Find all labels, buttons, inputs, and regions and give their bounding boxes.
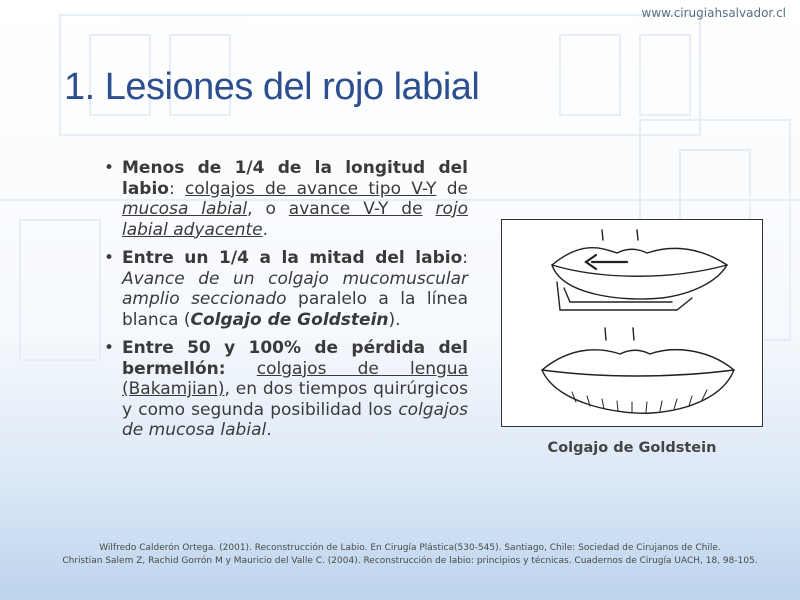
lip-drawing: [502, 220, 764, 428]
bullet-list: [122, 158, 468, 449]
bullet-text: de: [436, 178, 469, 199]
figure-caption: Colgajo de Goldstein: [547, 440, 717, 456]
incision-mark: [602, 230, 603, 240]
bullet-text: colgajos de avance tipo V-Y: [185, 178, 437, 199]
goldstein-flap-illustration: [501, 219, 763, 427]
bullet-text: [423, 199, 436, 219]
bullet-text: , o: [247, 199, 289, 219]
bullet-text: Colgajo de Goldstein: [190, 309, 389, 330]
reference-line: Christian Salem Z, Rachid Gorrón M y Mauricio del Valle C. (2004). Reconstrucción de labio: principios y técnicas. Cuadernos de Cirugía UACH, 18, 98-105.: [62, 556, 758, 566]
bullet-text: colgajos de lengua (Bakamjian): [122, 358, 468, 399]
website-url: www.cirugiahsalvador.cl: [641, 6, 786, 20]
suture-marks: [572, 390, 707, 412]
lip-line: [552, 265, 727, 276]
bullet-text: Avance de un colgajo mucomuscular amplio seccionado: [122, 268, 468, 309]
bullet-text: colgajos de mucosa labial: [122, 399, 468, 440]
incision-mark: [633, 328, 634, 340]
bullet-text: .: [266, 420, 272, 440]
upper-lip-outline: [552, 248, 727, 265]
bullet-text: paralelo a la línea blanca (: [122, 289, 468, 330]
bullet-text: mucosa labial: [122, 199, 248, 219]
slide-title: 1. Lesiones del rojo labial: [64, 66, 480, 108]
bullet-text: .: [262, 219, 268, 240]
bullet-lead: Entre 50 y 100% de pérdida del bermellón:: [122, 338, 468, 379]
bullet-lead: Menos de 1/4 de la longitud del labio: [122, 158, 468, 199]
reference-line: Wilfredo Calderón Ortega. (2001). Reconstrucción de Labio. En Cirugía Plástica(530-545). Santiago, Chile: Sociedad de Cirujanos de Chile.: [99, 543, 721, 553]
bullet-text: , en dos tiempos quirúrgicos y como segunda posibilidad los: [122, 379, 468, 420]
bullet-item: [122, 338, 468, 441]
incision-mark: [637, 230, 638, 240]
bullet-text: rojo labial adyacente: [122, 199, 468, 240]
bullet-separator: [226, 359, 257, 379]
lower-lip-outline: [552, 265, 727, 299]
upper-lip-outline: [542, 350, 734, 370]
bullet-item: [122, 248, 468, 330]
bullet-lead: Entre un 1/4 a la mitad del labio: [122, 248, 463, 268]
bullet-text: ).: [388, 309, 401, 330]
references: [60, 542, 760, 568]
bullet-text: avance V-Y de: [288, 199, 423, 219]
bullet-separator: :: [462, 248, 468, 268]
lip-line: [542, 370, 734, 376]
bullet-separator: :: [168, 178, 186, 199]
incision-mark: [605, 328, 606, 340]
bullet-item: [122, 158, 468, 240]
